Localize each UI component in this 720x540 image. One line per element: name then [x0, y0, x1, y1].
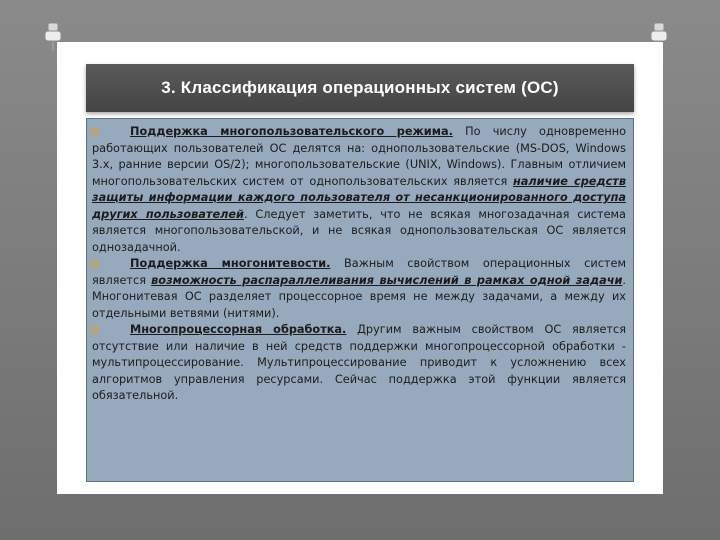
paragraph-text: . Многонитевая ОС разделяет процессорное время не между задачами, а между их отдельными ветвями (нитями). — [92, 273, 626, 320]
paragraph-multiuser — [92, 124, 626, 256]
paragraph-heading: Поддержка многонитевости. — [130, 257, 331, 270]
paragraph-multithreading — [92, 256, 626, 322]
paragraph-multiprocessing — [92, 322, 626, 405]
paragraph-heading: Поддержка многопользовательского режима. — [130, 125, 453, 138]
ring-bullet-icon — [90, 325, 100, 335]
paragraph-text: . Следует заметить, что не всякая многозадачная система является многопользовательской, и не всякая однопользовательская ОС является однозадачной. — [92, 207, 626, 254]
slide-title: 3. Классификация операционных систем (ОС) — [161, 78, 559, 97]
paragraph-text: Другим важным свойством ОС является отсутствие или наличие в ней средств поддержки многопроцессорной обработки - мультипроцессирование. Мультипроцессирование приводит к усложнению всех алгоритмов управления ресурсами. Сейчас поддержка этой функции является обязательной. — [92, 323, 626, 402]
slide-body — [92, 124, 626, 405]
paragraph-text: Важным свойством операционных систем является — [92, 257, 626, 287]
ring-bullet-icon — [90, 127, 100, 137]
paragraph-text: По числу одновременно работающих пользователей ОС делятся на: однопользовательские (MS-DOS, Windows 3.x, ранние версии OS/2); многопользовательские (UNIX, Windows). Главным отличием многопользовательских систем от однопользовательских является — [92, 125, 626, 188]
paragraph-emphasis: возможность распараллеливания вычислений в рамках одной задачи — [151, 273, 623, 287]
paragraph-emphasis: наличие средств защиты информации каждого пользователя от несанкционированного доступа других пользователей — [92, 174, 626, 221]
paragraph-heading: Многопроцессорная обработка. — [130, 323, 347, 336]
title-bar — [86, 64, 634, 112]
ring-bullet-icon — [90, 259, 100, 269]
